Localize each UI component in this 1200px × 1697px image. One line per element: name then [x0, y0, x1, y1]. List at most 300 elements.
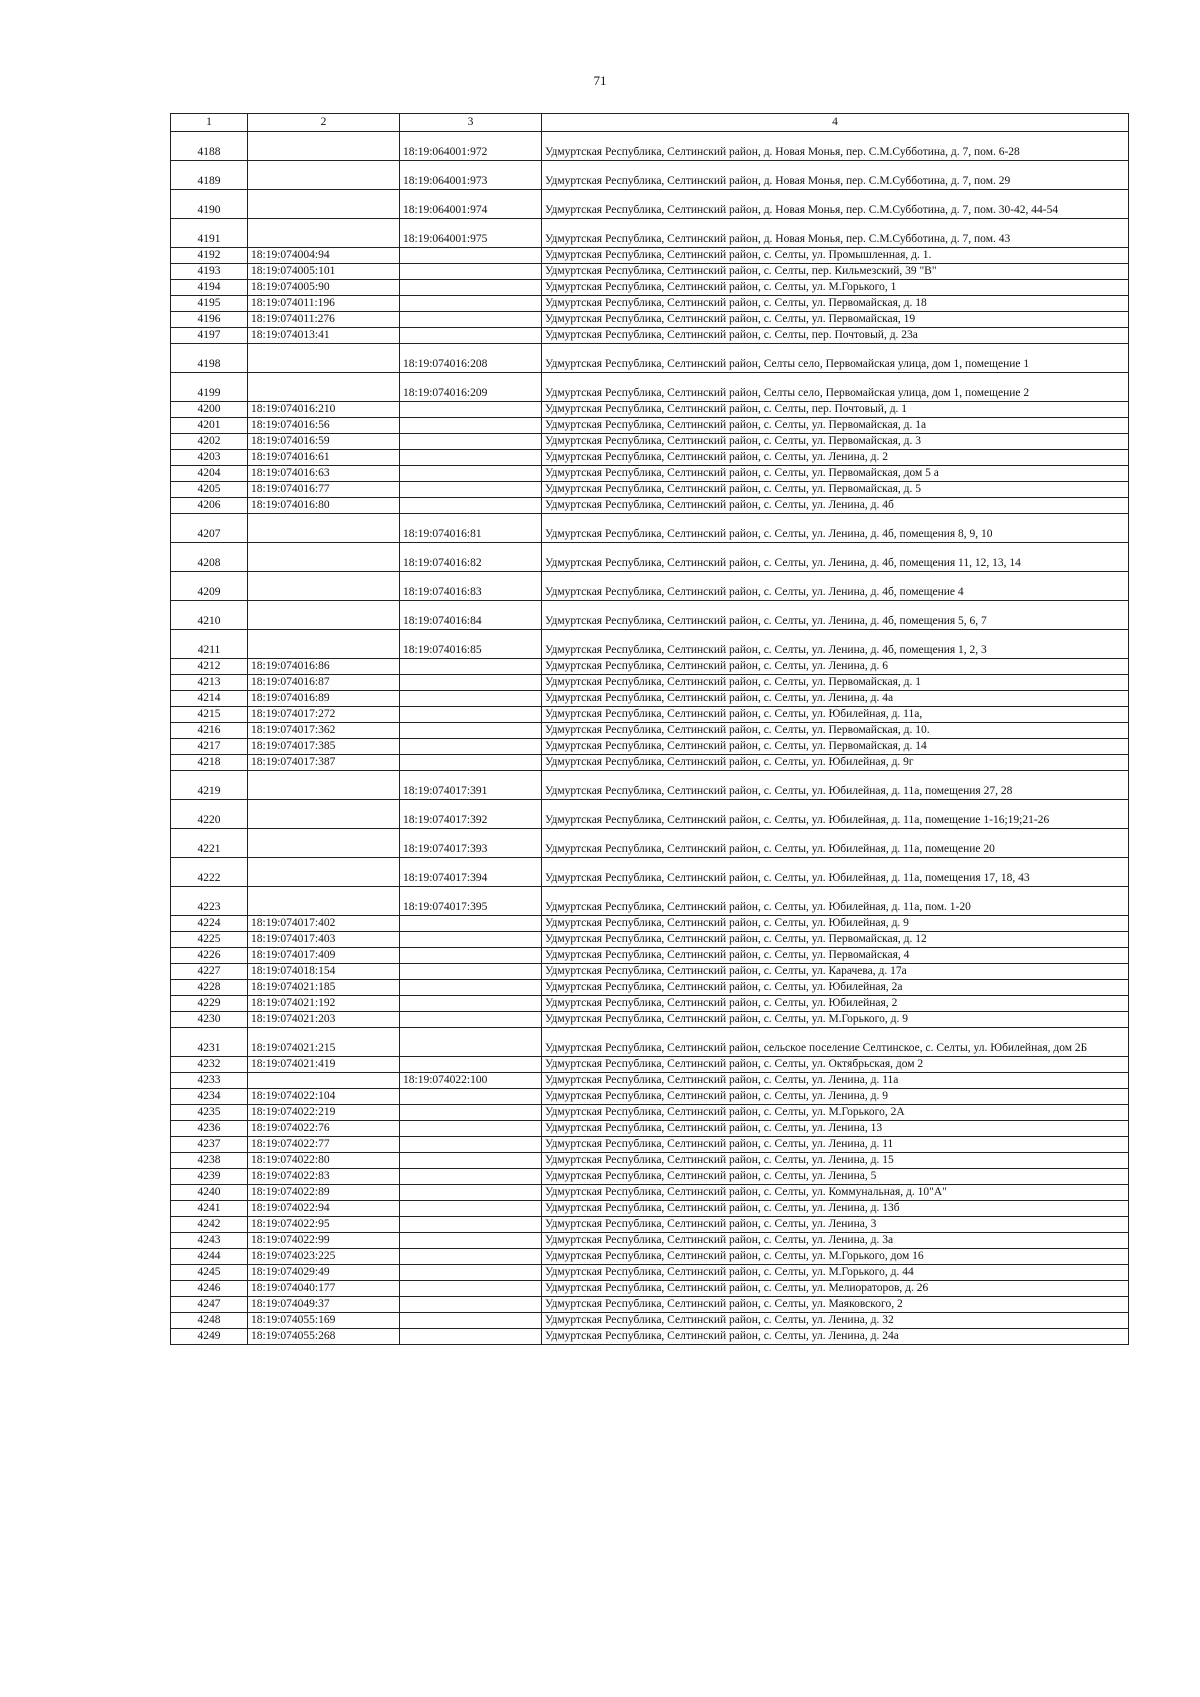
address-cell: Удмуртская Республика, Селтинский район, с. Селты, ул. Ленина, д. 24а: [542, 1329, 1129, 1345]
address-cell: Удмуртская Республика, Селтинский район, с. Селты, ул. М.Горького, 1: [542, 280, 1129, 296]
row-number-cell: 4203: [171, 450, 248, 466]
table-row: [171, 771, 1129, 800]
cadastral-number-cell: 18:19:074016:61: [248, 450, 400, 466]
cadastral-number-cell: 18:19:074029:49: [248, 1265, 400, 1281]
address-cell: Удмуртская Республика, Селтинский район, с. Селты, ул. Ленина, д. 6: [542, 659, 1129, 675]
table-row: [171, 948, 1129, 964]
table-row: [171, 707, 1129, 723]
table-row: [171, 932, 1129, 948]
cadastral-number-alt-cell: [400, 964, 542, 980]
cadastral-number-alt-cell: [400, 1297, 542, 1313]
cadastral-number-alt-cell: [400, 450, 542, 466]
address-cell: Удмуртская Республика, Селтинский район, с. Селты, ул. Коммунальная, д. 10"А": [542, 1185, 1129, 1201]
row-number-cell: 4245: [171, 1265, 248, 1281]
row-number-cell: 4216: [171, 723, 248, 739]
table-row: [171, 1089, 1129, 1105]
table-row: [171, 1105, 1129, 1121]
row-number-cell: 4200: [171, 402, 248, 418]
cadastral-number-cell: [248, 543, 400, 572]
table-row: [171, 373, 1129, 402]
table-row: [171, 1028, 1129, 1057]
cadastral-number-alt-cell: [400, 1217, 542, 1233]
address-cell: Удмуртская Республика, Селтинский район, с. Селты, ул. Ленина, д. 15: [542, 1153, 1129, 1169]
row-number-cell: 4227: [171, 964, 248, 980]
table-row: [171, 312, 1129, 328]
address-cell: Удмуртская Республика, Селтинский район, с. Селты, ул. Карачева, д. 17а: [542, 964, 1129, 980]
cadastral-number-cell: 18:19:074021:215: [248, 1028, 400, 1057]
address-cell: Удмуртская Республика, Селтинский район, с. Селты, ул. Мелиораторов, д. 26: [542, 1281, 1129, 1297]
table-row: [171, 858, 1129, 887]
cadastral-number-cell: 18:19:074055:169: [248, 1313, 400, 1329]
cadastral-number-cell: 18:19:074022:77: [248, 1137, 400, 1153]
table-row: [171, 691, 1129, 707]
table-row: [171, 630, 1129, 659]
row-number-cell: 4232: [171, 1057, 248, 1073]
table-row: [171, 980, 1129, 996]
address-cell: Удмуртская Республика, Селтинский район, с. Селты, ул. Первомайская, д. 18: [542, 296, 1129, 312]
table-row: [171, 1169, 1129, 1185]
address-cell: Удмуртская Республика, Селтинский район, с. Селты, ул. Октябрьская, дом 2: [542, 1057, 1129, 1073]
cadastral-number-cell: [248, 771, 400, 800]
cadastral-number-alt-cell: [400, 675, 542, 691]
cadastral-number-alt-cell: 18:19:074017:394: [400, 858, 542, 887]
cadastral-number-alt-cell: 18:19:074016:84: [400, 601, 542, 630]
row-number-cell: 4212: [171, 659, 248, 675]
cadastral-number-cell: [248, 514, 400, 543]
table-row: [171, 1201, 1129, 1217]
cadastral-number-cell: [248, 373, 400, 402]
row-number-cell: 4192: [171, 248, 248, 264]
cadastral-number-cell: [248, 161, 400, 190]
row-number-cell: 4219: [171, 771, 248, 800]
cadastral-number-alt-cell: 18:19:064001:974: [400, 190, 542, 219]
cadastral-number-alt-cell: [400, 418, 542, 434]
table-row: [171, 1281, 1129, 1297]
address-cell: Удмуртская Республика, Селтинский район, д. Новая Монья, пер. С.М.Субботина, д. 7, пом. 30-42, 44-54: [542, 190, 1129, 219]
cadastral-number-cell: 18:19:074005:101: [248, 264, 400, 280]
row-number-cell: 4207: [171, 514, 248, 543]
address-cell: Удмуртская Республика, Селтинский район, с. Селты, ул. Ленина, д. 9: [542, 1089, 1129, 1105]
table-row: [171, 1121, 1129, 1137]
address-cell: Удмуртская Республика, Селтинский район, с. Селты, пер. Почтовый, д. 1: [542, 402, 1129, 418]
table-row: [171, 296, 1129, 312]
table-row: [171, 800, 1129, 829]
row-number-cell: 4244: [171, 1249, 248, 1265]
table-row: [171, 675, 1129, 691]
cadastral-number-cell: [248, 219, 400, 248]
address-cell: Удмуртская Республика, Селтинский район, с. Селты, ул. Первомайская, д. 1: [542, 675, 1129, 691]
row-number-cell: 4228: [171, 980, 248, 996]
address-cell: Удмуртская Республика, Селтинский район, с. Селты, ул. Первомайская, дом 5 а: [542, 466, 1129, 482]
cadastral-number-cell: 18:19:074055:268: [248, 1329, 400, 1345]
row-number-cell: 4190: [171, 190, 248, 219]
row-number-cell: 4195: [171, 296, 248, 312]
address-cell: Удмуртская Республика, Селтинский район, с. Селты, ул. Ленина, д. 32: [542, 1313, 1129, 1329]
cadastral-number-cell: 18:19:074011:276: [248, 312, 400, 328]
row-number-cell: 4202: [171, 434, 248, 450]
table-body: [171, 132, 1129, 1345]
row-number-cell: 4204: [171, 466, 248, 482]
address-cell: Удмуртская Республика, Селтинский район, с. Селты, ул. Ленина, д. 4б: [542, 498, 1129, 514]
table-row: [171, 723, 1129, 739]
table-row: [171, 887, 1129, 916]
cadastral-number-cell: 18:19:074021:185: [248, 980, 400, 996]
address-cell: Удмуртская Республика, Селтинский район, с. Селты, ул. Ленина, д. 4б, помещения 11, 12, 13, 14: [542, 543, 1129, 572]
cadastral-number-alt-cell: [400, 723, 542, 739]
row-number-cell: 4197: [171, 328, 248, 344]
address-cell: Удмуртская Республика, Селтинский район, с. Селты, ул. Ленина, д. 2: [542, 450, 1129, 466]
cadastral-number-alt-cell: [400, 1169, 542, 1185]
address-cell: Удмуртская Республика, Селтинский район, с. Селты, ул. Юбилейная, д. 9г: [542, 755, 1129, 771]
cadastral-number-alt-cell: [400, 691, 542, 707]
cadastral-number-alt-cell: 18:19:074017:395: [400, 887, 542, 916]
cadastral-number-cell: [248, 344, 400, 373]
address-cell: Удмуртская Республика, Селтинский район, с. Селты, пер. Почтовый, д. 23а: [542, 328, 1129, 344]
address-cell: Удмуртская Республика, Селтинский район, с. Селты, ул. Первомайская, д. 1а: [542, 418, 1129, 434]
address-cell: Удмуртская Республика, Селтинский район, с. Селты, ул. Маяковского, 2: [542, 1297, 1129, 1313]
table-row: [171, 248, 1129, 264]
cadastral-number-cell: 18:19:074022:219: [248, 1105, 400, 1121]
cadastral-number-alt-cell: [400, 1185, 542, 1201]
table-row: [171, 450, 1129, 466]
row-number-cell: 4201: [171, 418, 248, 434]
cadastral-number-alt-cell: [400, 1137, 542, 1153]
column-header-4: 4: [542, 114, 1129, 132]
address-cell: Удмуртская Республика, Селтинский район, с. Селты, ул. Ленина, д. 4б, помещения 5, 6, 7: [542, 601, 1129, 630]
cadastral-number-alt-cell: [400, 1012, 542, 1028]
table-row: [171, 434, 1129, 450]
cadastral-number-alt-cell: 18:19:074016:209: [400, 373, 542, 402]
row-number-cell: 4188: [171, 132, 248, 161]
table-row: [171, 1137, 1129, 1153]
address-cell: Удмуртская Республика, Селтинский район, с. Селты, ул. Ленина, 13: [542, 1121, 1129, 1137]
cadastral-number-alt-cell: [400, 1121, 542, 1137]
cadastral-number-alt-cell: 18:19:074017:392: [400, 800, 542, 829]
cadastral-number-cell: 18:19:074017:402: [248, 916, 400, 932]
row-number-cell: 4215: [171, 707, 248, 723]
cadastral-number-alt-cell: 18:19:064001:972: [400, 132, 542, 161]
cadastral-number-alt-cell: [400, 1028, 542, 1057]
row-number-cell: 4229: [171, 996, 248, 1012]
address-cell: Удмуртская Республика, Селтинский район, с. Селты, ул. Юбилейная, д. 11а, помещение 20: [542, 829, 1129, 858]
cadastral-number-cell: 18:19:074016:89: [248, 691, 400, 707]
cadastral-number-alt-cell: [400, 1313, 542, 1329]
cadastral-number-alt-cell: 18:19:074016:82: [400, 543, 542, 572]
column-header-2: 2: [248, 114, 400, 132]
row-number-cell: 4218: [171, 755, 248, 771]
address-cell: Удмуртская Республика, Селтинский район, с. Селты, ул. Ленина, д. 11а: [542, 1073, 1129, 1089]
cadastral-number-cell: 18:19:074022:94: [248, 1201, 400, 1217]
table-row: [171, 482, 1129, 498]
address-cell: Удмуртская Республика, Селтинский район, с. Селты, ул. Ленина, д. 4б, помещение 4: [542, 572, 1129, 601]
cadastral-number-alt-cell: [400, 1281, 542, 1297]
row-number-cell: 4246: [171, 1281, 248, 1297]
table-row: [171, 1153, 1129, 1169]
cadastral-number-alt-cell: 18:19:074017:391: [400, 771, 542, 800]
registry-table: [170, 113, 1129, 1345]
row-number-cell: 4234: [171, 1089, 248, 1105]
cadastral-number-cell: 18:19:074016:86: [248, 659, 400, 675]
table-row: [171, 1329, 1129, 1345]
cadastral-number-alt-cell: [400, 948, 542, 964]
address-cell: Удмуртская Республика, Селтинский район, с. Селты, ул. Первомайская, д. 12: [542, 932, 1129, 948]
table-row: [171, 1297, 1129, 1313]
address-cell: Удмуртская Республика, Селтинский район, с. Селты, ул. М.Горького, дом 16: [542, 1249, 1129, 1265]
cadastral-number-alt-cell: [400, 1105, 542, 1121]
cadastral-number-cell: 18:19:074016:63: [248, 466, 400, 482]
cadastral-number-alt-cell: [400, 1249, 542, 1265]
address-cell: Удмуртская Республика, Селтинский район, Селты село, Первомайская улица, дом 1, помещение 2: [542, 373, 1129, 402]
table-row: [171, 190, 1129, 219]
cadastral-number-alt-cell: 18:19:074016:81: [400, 514, 542, 543]
table-row: [171, 829, 1129, 858]
address-cell: Удмуртская Республика, Селтинский район, д. Новая Монья, пер. С.М.Субботина, д. 7, пом. 29: [542, 161, 1129, 190]
table-row: [171, 543, 1129, 572]
row-number-cell: 4243: [171, 1233, 248, 1249]
row-number-cell: 4241: [171, 1201, 248, 1217]
row-number-cell: 4247: [171, 1297, 248, 1313]
cadastral-number-cell: 18:19:074021:419: [248, 1057, 400, 1073]
cadastral-number-cell: 18:19:074022:83: [248, 1169, 400, 1185]
table-row: [171, 572, 1129, 601]
address-cell: Удмуртская Республика, Селтинский район, с. Селты, ул. М.Горького, д. 9: [542, 1012, 1129, 1028]
address-cell: Удмуртская Республика, Селтинский район, д. Новая Монья, пер. С.М.Субботина, д. 7, пом. 43: [542, 219, 1129, 248]
cadastral-number-alt-cell: [400, 1201, 542, 1217]
table-row: [171, 1012, 1129, 1028]
cadastral-number-cell: [248, 800, 400, 829]
table-row: [171, 601, 1129, 630]
cadastral-number-cell: [248, 630, 400, 659]
row-number-cell: 4196: [171, 312, 248, 328]
cadastral-number-cell: 18:19:074017:403: [248, 932, 400, 948]
cadastral-number-alt-cell: [400, 739, 542, 755]
cadastral-number-alt-cell: 18:19:064001:975: [400, 219, 542, 248]
cadastral-number-alt-cell: 18:19:074016:83: [400, 572, 542, 601]
row-number-cell: 4238: [171, 1153, 248, 1169]
row-number-cell: 4230: [171, 1012, 248, 1028]
cadastral-number-cell: 18:19:074049:37: [248, 1297, 400, 1313]
address-cell: Удмуртская Республика, Селтинский район, с. Селты, ул. Первомайская, д. 14: [542, 739, 1129, 755]
table-row: [171, 161, 1129, 190]
cadastral-number-alt-cell: [400, 980, 542, 996]
cadastral-number-alt-cell: [400, 296, 542, 312]
cadastral-number-cell: 18:19:074022:76: [248, 1121, 400, 1137]
table-row: [171, 280, 1129, 296]
cadastral-number-cell: [248, 190, 400, 219]
row-number-cell: 4225: [171, 932, 248, 948]
cadastral-number-cell: 18:19:074016:80: [248, 498, 400, 514]
cadastral-number-cell: [248, 829, 400, 858]
cadastral-number-cell: [248, 132, 400, 161]
cadastral-number-alt-cell: [400, 707, 542, 723]
row-number-cell: 4214: [171, 691, 248, 707]
cadastral-number-cell: 18:19:074017:362: [248, 723, 400, 739]
address-cell: Удмуртская Республика, Селтинский район, с. Селты, ул. Первомайская, 4: [542, 948, 1129, 964]
cadastral-number-cell: 18:19:074016:210: [248, 402, 400, 418]
cadastral-number-cell: 18:19:074018:154: [248, 964, 400, 980]
address-cell: Удмуртская Республика, Селтинский район, с. Селты, ул. Юбилейная, 2а: [542, 980, 1129, 996]
cadastral-number-alt-cell: [400, 248, 542, 264]
cadastral-number-alt-cell: 18:19:064001:973: [400, 161, 542, 190]
row-number-cell: 4205: [171, 482, 248, 498]
address-cell: Удмуртская Республика, Селтинский район, Селты село, Первомайская улица, дом 1, помещение 1: [542, 344, 1129, 373]
cadastral-number-cell: 18:19:074016:87: [248, 675, 400, 691]
cadastral-number-alt-cell: [400, 1233, 542, 1249]
table-row: [171, 514, 1129, 543]
address-cell: Удмуртская Республика, Селтинский район, с. Селты, ул. Ленина, д. 4а: [542, 691, 1129, 707]
cadastral-number-alt-cell: 18:19:074017:393: [400, 829, 542, 858]
cadastral-number-alt-cell: [400, 434, 542, 450]
row-number-cell: 4237: [171, 1137, 248, 1153]
row-number-cell: 4209: [171, 572, 248, 601]
row-number-cell: 4194: [171, 280, 248, 296]
cadastral-number-alt-cell: [400, 1057, 542, 1073]
address-cell: Удмуртская Республика, Селтинский район, с. Селты, ул. Первомайская, д. 10.: [542, 723, 1129, 739]
cadastral-number-alt-cell: [400, 280, 542, 296]
table-row: [171, 328, 1129, 344]
cadastral-number-cell: 18:19:074022:104: [248, 1089, 400, 1105]
address-cell: Удмуртская Республика, Селтинский район, с. Селты, ул. Первомайская, 19: [542, 312, 1129, 328]
table-row: [171, 1313, 1129, 1329]
table-row: [171, 1217, 1129, 1233]
table-row: [171, 996, 1129, 1012]
cadastral-number-alt-cell: [400, 1265, 542, 1281]
table-row: [171, 498, 1129, 514]
row-number-cell: 4193: [171, 264, 248, 280]
table-row: [171, 1185, 1129, 1201]
row-number-cell: 4210: [171, 601, 248, 630]
address-cell: Удмуртская Республика, Селтинский район, с. Селты, ул. Юбилейная, д. 11а, пом. 1-20: [542, 887, 1129, 916]
row-number-cell: 4226: [171, 948, 248, 964]
address-cell: Удмуртская Республика, Селтинский район, с. Селты, ул. Юбилейная, д. 11а, помещения 27, 28: [542, 771, 1129, 800]
column-header-3: 3: [400, 114, 542, 132]
cadastral-number-cell: 18:19:074017:387: [248, 755, 400, 771]
row-number-cell: 4221: [171, 829, 248, 858]
address-cell: Удмуртская Республика, Селтинский район, с. Селты, ул. Ленина, д. 3а: [542, 1233, 1129, 1249]
cadastral-number-alt-cell: [400, 482, 542, 498]
cadastral-number-alt-cell: [400, 932, 542, 948]
cadastral-number-alt-cell: [400, 1089, 542, 1105]
address-cell: Удмуртская Республика, Селтинский район, с. Селты, ул. Юбилейная, д. 11а, помещение 1-16;19;21-26: [542, 800, 1129, 829]
cadastral-number-cell: [248, 858, 400, 887]
address-cell: Удмуртская Республика, Селтинский район, с. Селты, ул. Юбилейная, д. 9: [542, 916, 1129, 932]
cadastral-number-alt-cell: 18:19:074016:208: [400, 344, 542, 373]
cadastral-number-alt-cell: [400, 659, 542, 675]
row-number-cell: 4220: [171, 800, 248, 829]
cadastral-number-alt-cell: 18:19:074022:100: [400, 1073, 542, 1089]
row-number-cell: 4206: [171, 498, 248, 514]
cadastral-number-cell: 18:19:074023:225: [248, 1249, 400, 1265]
row-number-cell: 4198: [171, 344, 248, 373]
table-row: [171, 132, 1129, 161]
row-number-cell: 4223: [171, 887, 248, 916]
address-cell: Удмуртская Республика, Селтинский район, сельское поселение Селтинское, с. Селты, ул. Юбилейная, дом 2Б: [542, 1028, 1129, 1057]
cadastral-number-cell: 18:19:074017:385: [248, 739, 400, 755]
row-number-cell: 4208: [171, 543, 248, 572]
row-number-cell: 4213: [171, 675, 248, 691]
cadastral-number-alt-cell: [400, 1153, 542, 1169]
row-number-cell: 4199: [171, 373, 248, 402]
table-row: [171, 659, 1129, 675]
address-cell: Удмуртская Республика, Селтинский район, с. Селты, ул. Юбилейная, 2: [542, 996, 1129, 1012]
table-row: [171, 1057, 1129, 1073]
cadastral-number-alt-cell: [400, 1329, 542, 1345]
address-cell: Удмуртская Республика, Селтинский район, с. Селты, ул. Ленина, 5: [542, 1169, 1129, 1185]
cadastral-number-alt-cell: [400, 466, 542, 482]
row-number-cell: 4235: [171, 1105, 248, 1121]
cadastral-number-cell: [248, 572, 400, 601]
row-number-cell: 4249: [171, 1329, 248, 1345]
address-cell: Удмуртская Республика, Селтинский район, с. Селты, ул. Ленина, д. 4б, помещения 8, 9, 10: [542, 514, 1129, 543]
cadastral-number-alt-cell: [400, 328, 542, 344]
cadastral-number-cell: [248, 1073, 400, 1089]
address-cell: Удмуртская Республика, Селтинский район, с. Селты, ул. М.Горького, д. 44: [542, 1265, 1129, 1281]
header-row: [171, 114, 1129, 132]
address-cell: Удмуртская Республика, Селтинский район, д. Новая Монья, пер. С.М.Субботина, д. 7, пом. 6-28: [542, 132, 1129, 161]
cadastral-number-alt-cell: [400, 996, 542, 1012]
row-number-cell: 4222: [171, 858, 248, 887]
cadastral-number-cell: 18:19:074017:272: [248, 707, 400, 723]
row-number-cell: 4233: [171, 1073, 248, 1089]
cadastral-number-cell: 18:19:074021:203: [248, 1012, 400, 1028]
table-row: [171, 344, 1129, 373]
cadastral-number-cell: 18:19:074022:80: [248, 1153, 400, 1169]
address-cell: Удмуртская Республика, Селтинский район, с. Селты, ул. Промышленная, д. 1.: [542, 248, 1129, 264]
table-row: [171, 418, 1129, 434]
row-number-cell: 4211: [171, 630, 248, 659]
row-number-cell: 4191: [171, 219, 248, 248]
table-row: [171, 964, 1129, 980]
cadastral-number-cell: 18:19:074017:409: [248, 948, 400, 964]
row-number-cell: 4236: [171, 1121, 248, 1137]
row-number-cell: 4242: [171, 1217, 248, 1233]
cadastral-number-cell: [248, 601, 400, 630]
table-row: [171, 264, 1129, 280]
cadastral-number-cell: 18:19:074040:177: [248, 1281, 400, 1297]
table-row: [171, 916, 1129, 932]
cadastral-number-cell: 18:19:074013:41: [248, 328, 400, 344]
address-cell: Удмуртская Республика, Селтинский район, с. Селты, ул. М.Горького, 2А: [542, 1105, 1129, 1121]
address-cell: Удмуртская Республика, Селтинский район, с. Селты, ул. Ленина, д. 4б, помещения 1, 2, 3: [542, 630, 1129, 659]
cadastral-number-cell: [248, 887, 400, 916]
cadastral-number-cell: 18:19:074004:94: [248, 248, 400, 264]
table-row: [171, 402, 1129, 418]
address-cell: Удмуртская Республика, Селтинский район, с. Селты, ул. Ленина, 3: [542, 1217, 1129, 1233]
row-number-cell: 4248: [171, 1313, 248, 1329]
cadastral-number-cell: 18:19:074016:59: [248, 434, 400, 450]
cadastral-number-cell: 18:19:074016:56: [248, 418, 400, 434]
row-number-cell: 4231: [171, 1028, 248, 1057]
cadastral-number-cell: 18:19:074005:90: [248, 280, 400, 296]
cadastral-number-alt-cell: 18:19:074016:85: [400, 630, 542, 659]
table-row: [171, 755, 1129, 771]
table-row: [171, 466, 1129, 482]
address-cell: Удмуртская Республика, Селтинский район, с. Селты, ул. Юбилейная, д. 11а,: [542, 707, 1129, 723]
cadastral-number-alt-cell: [400, 402, 542, 418]
cadastral-number-alt-cell: [400, 312, 542, 328]
table-row: [171, 1265, 1129, 1281]
cadastral-number-cell: 18:19:074022:99: [248, 1233, 400, 1249]
table-row: [171, 1233, 1129, 1249]
cadastral-number-cell: 18:19:074011:196: [248, 296, 400, 312]
cadastral-number-alt-cell: [400, 264, 542, 280]
row-number-cell: 4224: [171, 916, 248, 932]
page-number: 71: [593, 73, 607, 88]
cadastral-number-cell: 18:19:074021:192: [248, 996, 400, 1012]
address-cell: Удмуртская Республика, Селтинский район, с. Селты, ул. Первомайская, д. 5: [542, 482, 1129, 498]
address-cell: Удмуртская Республика, Селтинский район, с. Селты, ул. Юбилейная, д. 11а, помещения 17, 18, 43: [542, 858, 1129, 887]
row-number-cell: 4189: [171, 161, 248, 190]
